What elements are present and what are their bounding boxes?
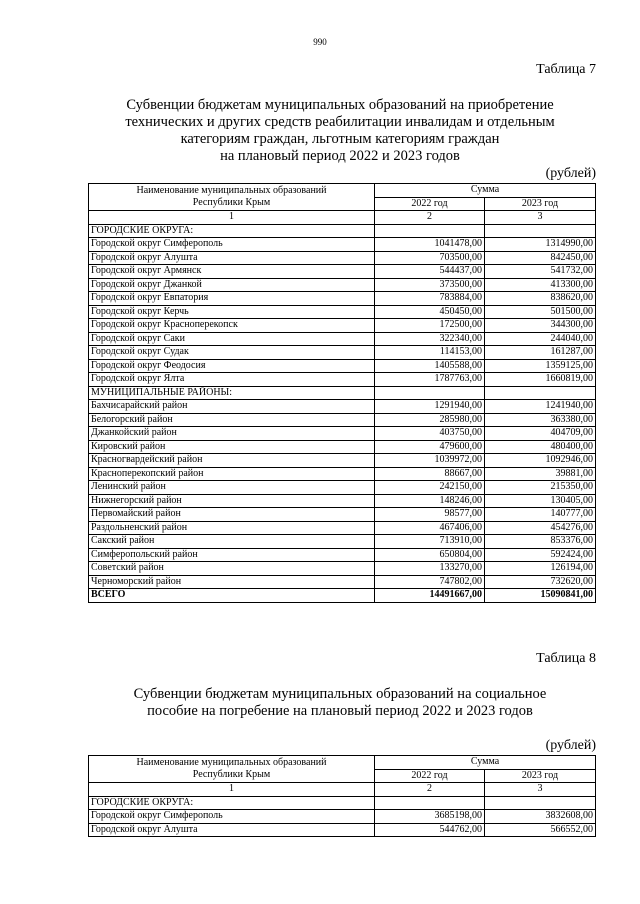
amount-2023-cell: 140777,00: [485, 508, 596, 522]
amount-2022-cell: 544437,00: [375, 265, 485, 279]
municipality-name-cell: Городской округ Джанкой: [89, 278, 375, 292]
amount-2022-cell: 285980,00: [375, 413, 485, 427]
header-sum-cell: Сумма: [375, 184, 596, 198]
municipality-name-cell: Городской округ Керчь: [89, 305, 375, 319]
amount-2022-cell: 650804,00: [375, 548, 485, 562]
municipality-name-cell: Белогорский район: [89, 413, 375, 427]
municipality-name-cell: ВСЕГО: [89, 589, 375, 603]
table-row: [89, 440, 596, 454]
amount-2023-cell: 1092946,00: [485, 454, 596, 468]
municipality-name-cell: Первомайский район: [89, 508, 375, 522]
municipality-name-cell: Симферопольский район: [89, 548, 375, 562]
municipality-name-cell: Красногвардейский район: [89, 454, 375, 468]
amount-2023-cell: 126194,00: [485, 562, 596, 576]
table-row: [89, 823, 596, 837]
amount-2022-cell: 450450,00: [375, 305, 485, 319]
amount-2022-cell: 88667,00: [375, 467, 485, 481]
amount-2022-cell: 1039972,00: [375, 454, 485, 468]
amount-2023-cell: 404709,00: [485, 427, 596, 441]
page-number: 990: [313, 37, 327, 47]
table7-units: (рублей): [545, 166, 596, 181]
municipality-name-cell: Городской округ Армянск: [89, 265, 375, 279]
municipality-name-cell: Ленинский район: [89, 481, 375, 495]
amount-2023-cell: 363380,00: [485, 413, 596, 427]
column-number-2: 2: [375, 783, 485, 797]
amount-2022-cell: 133270,00: [375, 562, 485, 576]
table-column-numbers-row: [89, 211, 596, 225]
municipality-name-cell: Сакский район: [89, 535, 375, 549]
amount-2022-cell: 783884,00: [375, 292, 485, 306]
amount-2023-cell: 1660819,00: [485, 373, 596, 387]
amount-2023-cell: 413300,00: [485, 278, 596, 292]
column-number-3: 3: [485, 211, 596, 225]
table8-title-line: пособие на погребение на плановый период 2022 и 2023 годов: [147, 703, 533, 719]
column-number-3: 3: [485, 783, 596, 797]
empty-cell: [485, 386, 596, 400]
total-row: [89, 589, 596, 603]
amount-2023-cell: 501500,00: [485, 305, 596, 319]
municipality-name-cell: Городской округ Симферополь: [89, 238, 375, 252]
amount-2022-cell: 1405588,00: [375, 359, 485, 373]
amount-2022-cell: 713910,00: [375, 535, 485, 549]
header-name-line1: Наименование муниципальных образований: [136, 185, 327, 196]
table-row: [89, 427, 596, 441]
amount-2022-cell: 544762,00: [375, 823, 485, 837]
municipality-name-cell: Бахчисарайский район: [89, 400, 375, 414]
table-row: [89, 265, 596, 279]
municipality-name-cell: Советский район: [89, 562, 375, 576]
amount-2022-cell: 467406,00: [375, 521, 485, 535]
municipality-name-cell: Нижнегорский район: [89, 494, 375, 508]
amount-2022-cell: 747802,00: [375, 575, 485, 589]
table8-units: (рублей): [545, 738, 596, 753]
amount-2023-cell: 39881,00: [485, 467, 596, 481]
municipality-name-cell: Городской округ Саки: [89, 332, 375, 346]
table-row: [89, 238, 596, 252]
table8-title: [90, 686, 590, 720]
amount-2022-cell: 373500,00: [375, 278, 485, 292]
amount-2023-cell: 15090841,00: [485, 589, 596, 603]
table-row: [89, 413, 596, 427]
table-row: [89, 481, 596, 495]
table-row: [89, 292, 596, 306]
amount-2023-cell: 838620,00: [485, 292, 596, 306]
table7-title-line: Субвенции бюджетам муниципальных образований на приобретение: [126, 97, 554, 113]
table-row: [89, 810, 596, 824]
municipality-name-cell: Городской округ Симферополь: [89, 810, 375, 824]
header-name-line1: Наименование муниципальных образований: [136, 757, 327, 768]
table-header-row: [89, 756, 596, 770]
table-row: [89, 251, 596, 265]
municipality-name-cell: Городской округ Феодосия: [89, 359, 375, 373]
section-label-cell: МУНИЦИПАЛЬНЫЕ РАЙОНЫ:: [89, 386, 375, 400]
table-row: [89, 359, 596, 373]
section-row: [89, 386, 596, 400]
header-name-cell: [89, 756, 375, 783]
amount-2022-cell: 3685198,00: [375, 810, 485, 824]
table-column-numbers-row: [89, 783, 596, 797]
table7-title-line: технических и других средств реабилитации инвалидам и отдельным: [125, 114, 555, 130]
amount-2022-cell: 172500,00: [375, 319, 485, 333]
table7-title-line: на плановый период 2022 и 2023 годов: [220, 148, 460, 164]
amount-2022-cell: 98577,00: [375, 508, 485, 522]
empty-cell: [375, 224, 485, 238]
table-row: [89, 548, 596, 562]
amount-2022-cell: 1041478,00: [375, 238, 485, 252]
amount-2023-cell: 344300,00: [485, 319, 596, 333]
section-label-cell: ГОРОДСКИЕ ОКРУГА:: [89, 224, 375, 238]
municipality-name-cell: Городской округ Ялта: [89, 373, 375, 387]
header-name-line2: Республики Крым: [192, 769, 271, 780]
table8-body: [89, 756, 596, 837]
municipality-name-cell: Городской округ Красноперекопск: [89, 319, 375, 333]
amount-2023-cell: 732620,00: [485, 575, 596, 589]
amount-2023-cell: 130405,00: [485, 494, 596, 508]
table-row: [89, 332, 596, 346]
table-row: [89, 400, 596, 414]
table8-title-line: Субвенции бюджетам муниципальных образований на социальное: [133, 686, 547, 702]
section-row: [89, 224, 596, 238]
table-row: [89, 562, 596, 576]
table7: [88, 183, 596, 603]
section-label-cell: ГОРОДСКИЕ ОКРУГА:: [89, 796, 375, 810]
table7-label: Таблица 7: [536, 62, 596, 77]
header-year1-cell: 2022 год: [375, 769, 485, 783]
table-row: [89, 575, 596, 589]
table-row: [89, 508, 596, 522]
table7-title-line: категориям граждан, льготным категориям граждан: [180, 131, 500, 147]
empty-cell: [485, 796, 596, 810]
municipality-name-cell: Городской округ Евпатория: [89, 292, 375, 306]
amount-2023-cell: 541732,00: [485, 265, 596, 279]
table-row: [89, 346, 596, 360]
amount-2023-cell: 454276,00: [485, 521, 596, 535]
header-year1-cell: 2022 год: [375, 197, 485, 211]
table-row: [89, 521, 596, 535]
amount-2022-cell: 322340,00: [375, 332, 485, 346]
column-number-2: 2: [375, 211, 485, 225]
amount-2023-cell: 161287,00: [485, 346, 596, 360]
amount-2023-cell: 1359125,00: [485, 359, 596, 373]
amount-2023-cell: 3832608,00: [485, 810, 596, 824]
table-row: [89, 535, 596, 549]
table-row: [89, 454, 596, 468]
amount-2022-cell: 14491667,00: [375, 589, 485, 603]
table-header-row: [89, 184, 596, 198]
column-number-1: 1: [89, 211, 375, 225]
amount-2022-cell: 242150,00: [375, 481, 485, 495]
municipality-name-cell: Кировский район: [89, 440, 375, 454]
amount-2023-cell: 1314990,00: [485, 238, 596, 252]
header-year2-cell: 2023 год: [485, 197, 596, 211]
amount-2023-cell: 480400,00: [485, 440, 596, 454]
table7-body: [89, 184, 596, 603]
column-number-1: 1: [89, 783, 375, 797]
empty-cell: [375, 386, 485, 400]
table-row: [89, 305, 596, 319]
amount-2022-cell: 114153,00: [375, 346, 485, 360]
amount-2022-cell: 479600,00: [375, 440, 485, 454]
amount-2023-cell: 853376,00: [485, 535, 596, 549]
header-name-line2: Республики Крым: [192, 197, 271, 208]
empty-cell: [375, 796, 485, 810]
table-row: [89, 467, 596, 481]
section-row: [89, 796, 596, 810]
empty-cell: [485, 224, 596, 238]
amount-2023-cell: 1241940,00: [485, 400, 596, 414]
amount-2023-cell: 215350,00: [485, 481, 596, 495]
amount-2022-cell: 703500,00: [375, 251, 485, 265]
municipality-name-cell: Городской округ Алушта: [89, 823, 375, 837]
amount-2023-cell: 566552,00: [485, 823, 596, 837]
amount-2023-cell: 244040,00: [485, 332, 596, 346]
amount-2022-cell: 403750,00: [375, 427, 485, 441]
table-row: [89, 278, 596, 292]
amount-2023-cell: 842450,00: [485, 251, 596, 265]
amount-2022-cell: 1787763,00: [375, 373, 485, 387]
municipality-name-cell: Городской округ Судак: [89, 346, 375, 360]
table-row: [89, 373, 596, 387]
amount-2022-cell: 148246,00: [375, 494, 485, 508]
header-name-cell: [89, 184, 375, 211]
municipality-name-cell: Красноперекопский район: [89, 467, 375, 481]
amount-2023-cell: 592424,00: [485, 548, 596, 562]
municipality-name-cell: Раздольненский район: [89, 521, 375, 535]
municipality-name-cell: Городской округ Алушта: [89, 251, 375, 265]
header-sum-cell: Сумма: [375, 756, 596, 770]
table7-title: [90, 97, 590, 165]
table-row: [89, 494, 596, 508]
municipality-name-cell: Джанкойский район: [89, 427, 375, 441]
municipality-name-cell: Черноморский район: [89, 575, 375, 589]
header-year2-cell: 2023 год: [485, 769, 596, 783]
amount-2022-cell: 1291940,00: [375, 400, 485, 414]
table-row: [89, 319, 596, 333]
table8-label: Таблица 8: [536, 651, 596, 666]
table8: [88, 755, 596, 837]
